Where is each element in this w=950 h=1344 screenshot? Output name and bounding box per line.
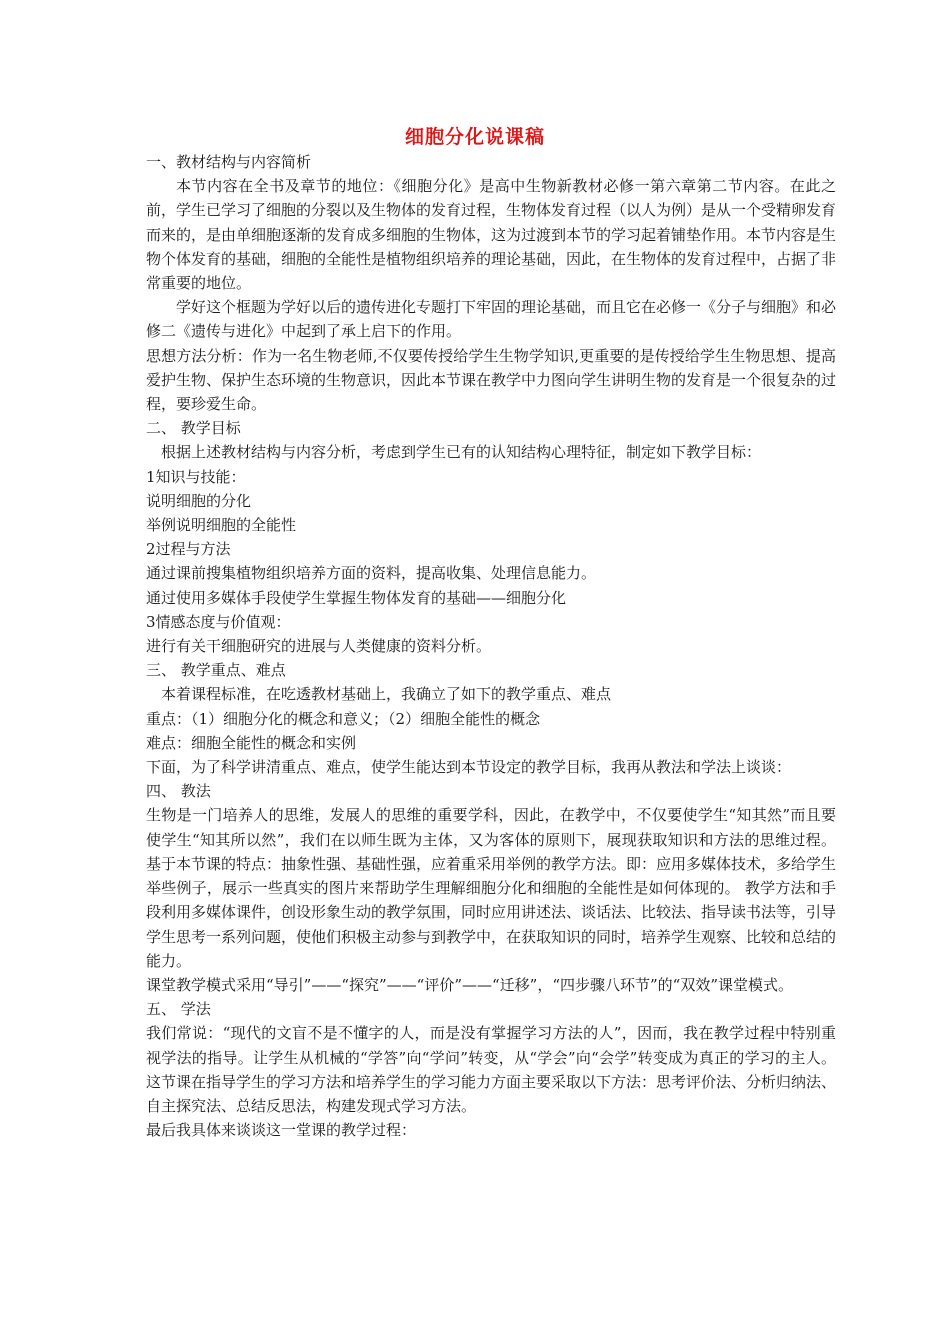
section-4-heading: 四、 教法 bbox=[146, 782, 211, 801]
section-1-heading: 一、教材结构与内容简析 bbox=[146, 153, 312, 171]
section-4-paragraph: 生物是一门培养人的思维，发展人的思维的重要学科，因此，在教学中，不仅要使学生“知其然”而且要使学生“知其所以然”，我们在以师生既为主体，又为客体的原则下，展现获取知识和方法的思维过程。基于本节课的特点：抽象性强、基础性强，应着重采用举例的教学方法。即：应用多媒体技术，多给学生举些例子，展示一些真实的图片来帮助学生理解细胞分化和细胞的全能性是如何体现的。 教学方法和手段利用多媒体课件，创设形象生动的教学氛围，同时应用讲述法、谈话法、比较法、指导读书法等，引导学生思考一系列问题，使他们积极主动参与到教学中，在获取知识的同时，培养学生观察、比较和总结的能力。 bbox=[146, 806, 837, 970]
section-2-heading: 二、 教学目标 bbox=[146, 419, 241, 438]
goal-item: 说明细胞的分化 bbox=[146, 491, 252, 510]
key-point: 重点：（1）细胞分化的概念和意义；（2）细胞全能性的概念 bbox=[146, 709, 541, 728]
goal-2-title: 2过程与方法 bbox=[146, 540, 231, 559]
goal-item: 通过使用多媒体手段使学生掌握生物体发育的基础——细胞分化 bbox=[146, 588, 567, 607]
section-3-heading: 三、 教学重点、难点 bbox=[146, 661, 286, 680]
section-5-paragraph: 我们常说：“现代的文盲不是不懂字的人，而是没有掌握学习方法的人”，因而，我在教学过程中特别重视学法的指导。让学生从机械的“学答”向“学问”转变，从“学会”向“会学”转变成为真正的学习的主人。这节课在指导学生的学习方法和培养学生的学习能力方面主要采取以下方法：思考评价法、分析归纳法、自主探究法、总结反思法，构建发现式学习方法。 bbox=[146, 1024, 837, 1115]
section-5-heading: 五、 学法 bbox=[146, 1000, 211, 1019]
section-1-paragraph: 学好这个框题为学好以后的遗传进化专题打下牢固的理论基础，而且它在必修一《分子与细胞》和必修二《遗传与进化》中起到了承上启下的作用。 bbox=[146, 298, 837, 341]
section-1-paragraph: 思想方法分析：作为一名生物老师,不仅要传授给学生生物学知识,更重要的是传授给学生生物思想、提高爱护生物、保护生态环境的生物意识，因此本节课在教学中力图向学生讲明生物的发育是一个很复杂的过程，要珍爱生命。 bbox=[146, 346, 837, 414]
section-3-transition: 下面，为了科学讲清重点、难点，使学生能达到本节设定的教学目标，我再从教法和学法上谈谈： bbox=[146, 758, 792, 777]
section-3-intro: 本着课程标准，在吃透教材基础上，我确立了如下的教学重点、难点 bbox=[161, 685, 612, 704]
document-title: 细胞分化说课稿 bbox=[404, 126, 545, 148]
section-4-paragraph: 课堂教学模式采用“导引”——“探究”——“评价”——“迁移”，“四步骤八环节”的“双效”课堂模式。 bbox=[146, 975, 794, 994]
section-2-intro: 根据上述教材结构与内容分析，考虑到学生已有的认知结构心理特征，制定如下教学目标： bbox=[161, 443, 762, 462]
section-5-paragraph: 最后我具体来谈谈这一堂课的教学过程： bbox=[146, 1121, 417, 1140]
goal-3-title: 3情感态度与价值观： bbox=[146, 612, 291, 631]
section-1-paragraph: 本节内容在全书及章节的地位：《细胞分化》是高中生物新教材必修一第六章第二节内容。在此之前，学生已学习了细胞的分裂以及生物体的发育过程，生物体发育过程（以人为例）是从一个受精卵发育而来的，是由单细胞逐渐的发育成多细胞的生物体，这为过渡到本节的学习起着铺垫作用。本节内容是生物个体发育的基础，细胞的全能性是植物组织培养的理论基础，因此，在生物体的发育过程中，占据了非常重要的地位。 bbox=[146, 177, 837, 293]
goal-item: 进行有关干细胞研究的进展与人类健康的资料分析。 bbox=[146, 637, 492, 656]
goal-item: 举例说明细胞的全能性 bbox=[146, 516, 297, 535]
difficult-point: 难点：细胞全能性的概念和实例 bbox=[146, 733, 357, 752]
document-body bbox=[146, 150, 836, 1142]
goal-item: 通过课前搜集植物组织培养方面的资料，提高收集、处理信息能力。 bbox=[146, 564, 597, 583]
goal-1-title: 1知识与技能： bbox=[146, 467, 246, 486]
